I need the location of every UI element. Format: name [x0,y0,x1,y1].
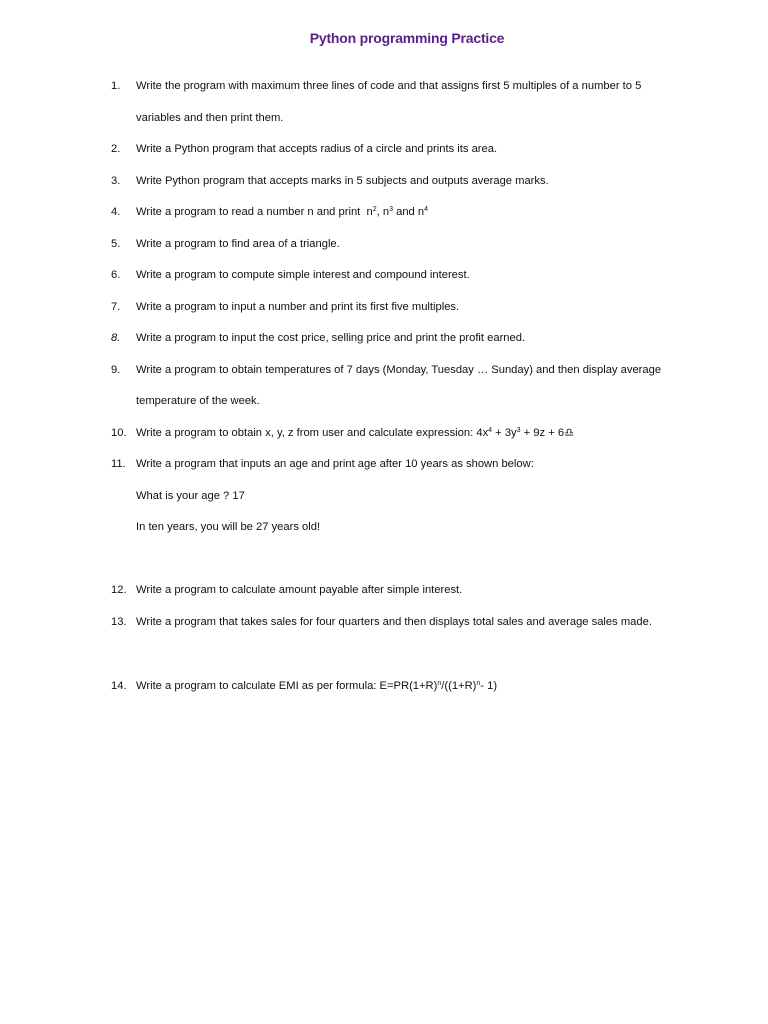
question-text: Write a program to calculate EMI as per formula: $E=PR(1+R)^n/((1+R)^n-$ 1) [136,680,498,692]
question-text: Write the program with maximum three lines of code and that assigns first 5 multiples of a number to 5 [136,80,642,92]
question-number: 7. [111,301,121,313]
page-title: Python programming Practice [309,30,505,46]
question-number: 1. [111,80,121,92]
question-text: What is your age ? 17 [136,490,245,502]
question-number: 6. [111,269,121,281]
question-number: 3. [111,175,121,187]
question-text: Write a program to calculate amount payable after simple interest. [136,584,463,596]
question-text: Write a program to input the cost price, selling price and print the profit earned. [136,332,526,344]
question-number: 13. [111,616,127,628]
question-text: Write a program to compute simple interest and compound interest. [136,269,470,281]
question-text: Write a program to find area of a triangle. [136,238,340,250]
question-text: Write a program to input a number and print its first five multiples. [136,301,460,313]
question-number: 4. [111,206,121,218]
question-text: Write a program to obtain x, y, z from user and calculate expression: $4x^4 + 3y^3 + 9z$ + 6♎ [136,427,575,439]
question-text: Write a program to read a number n and print $n^2$, $n^3$ and $n^4$ [136,206,429,218]
question-number: 2. [111,143,121,155]
question-text: Write a Python program that accepts radius of a circle and prints its area. [136,143,498,155]
question-number: 5. [111,238,121,250]
question-text: Write Python program that accepts marks in 5 subjects and outputs average marks. [136,175,549,187]
question-number: 11. [111,458,126,470]
question-number: 8. [111,332,121,344]
question-number: 10. [111,427,127,439]
question-text: temperature of the week. [136,395,260,407]
question-text: Write a program that inputs an age and print age after 10 years as shown below: [136,458,534,470]
question-number: 12. [111,584,127,596]
question-text: variables and then print them. [136,112,284,124]
question-number: 14. [111,680,127,692]
question-text: Write a program that takes sales for four quarters and then displays total sales and average sales made. [136,616,652,628]
libra-symbol: ♎ [564,427,575,439]
question-number: 9. [111,364,121,376]
question-text: Write a program to obtain temperatures of 7 days (Monday, Tuesday … Sunday) and then display average [136,364,662,376]
question-text: In ten years, you will be 27 years old! [136,521,321,533]
